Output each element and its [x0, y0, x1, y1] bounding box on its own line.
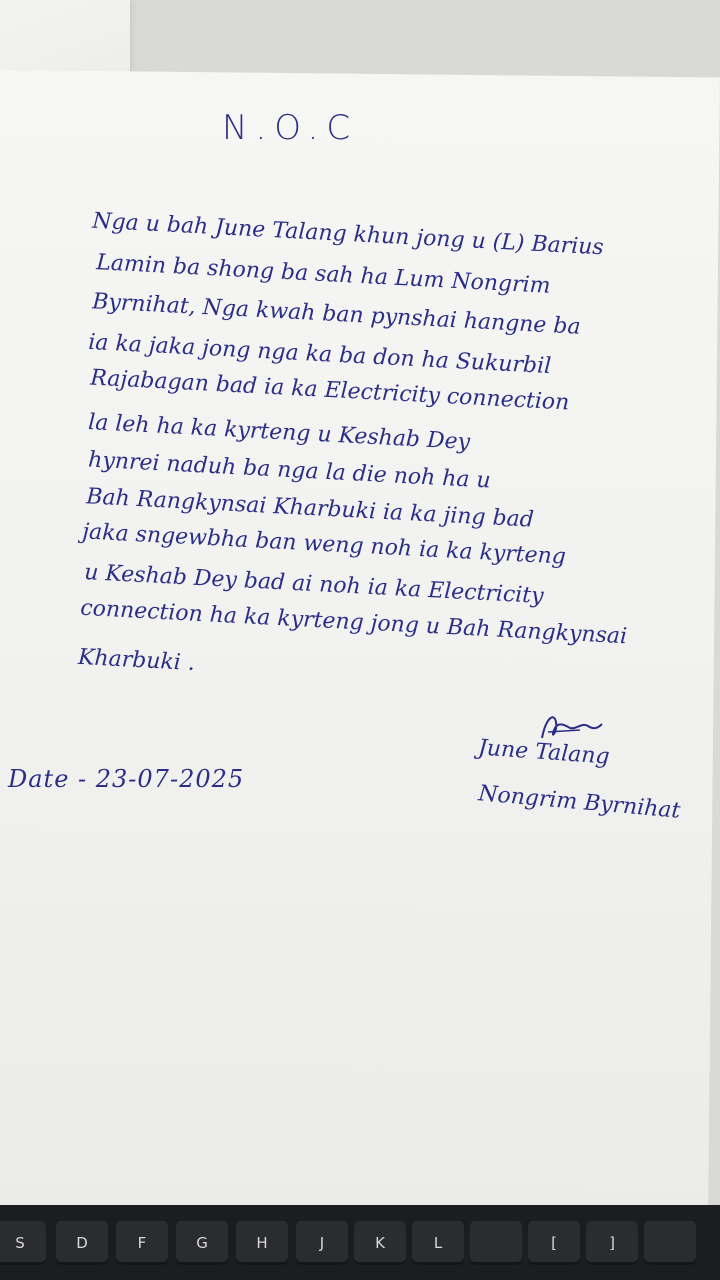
text-line-1: Nga u bah June Talang khun jong u (L) Barius [91, 208, 605, 261]
text-line-11: connection ha ka kyrteng jong u Bah Rangkynsai [79, 595, 628, 650]
key-l[interactable]: L [412, 1221, 464, 1265]
key-bracket-left[interactable]: [ [528, 1221, 580, 1265]
text-line-2: Lamin ba shong ba sah ha Lum Nongrim [95, 250, 552, 299]
key-k[interactable]: K [354, 1221, 406, 1265]
text-line-12: Kharbuki . [77, 644, 196, 677]
key-backslash[interactable] [644, 1221, 696, 1265]
text-line-3: Byrnihat, Nga kwah ban pynshai hangne ba [91, 289, 582, 340]
key-h[interactable]: H [236, 1221, 288, 1265]
text-line-6: la leh ha ka kyrteng u Keshab Dey [87, 410, 471, 455]
text-line-4: ia ka jaka jong nga ka ba don ha Sukurbil [87, 329, 552, 380]
text-line-10: u Keshab Dey bad ai noh ia ka Electricity [83, 559, 545, 610]
key-s[interactable]: S [0, 1221, 46, 1265]
document-date: Date - 23-07-2025 [8, 765, 245, 793]
signature-place: Nongrim Byrnihat [477, 781, 682, 824]
key-f[interactable]: F [116, 1221, 168, 1265]
text-line-8: Bah Rangkynsai Kharbuki ia ka jing bad [85, 484, 535, 533]
keyboard [0, 1205, 720, 1280]
key-d[interactable]: D [56, 1221, 108, 1265]
text-line-7: hynrei naduh ba nga la die noh ha u [87, 447, 492, 494]
text-line-9: jaka sngewbha ban weng noh ia ka kyrteng [81, 519, 567, 570]
key-g[interactable]: G [176, 1221, 228, 1265]
signature-name: June Talang [477, 735, 611, 770]
text-line-5: Rajabagan bad ia ka Electricity connection [89, 365, 570, 416]
key-semicolon[interactable] [470, 1221, 522, 1265]
key-bracket-right[interactable]: ] [586, 1221, 638, 1265]
key-j[interactable]: J [296, 1221, 348, 1265]
document-title: N.O.C [222, 108, 359, 148]
